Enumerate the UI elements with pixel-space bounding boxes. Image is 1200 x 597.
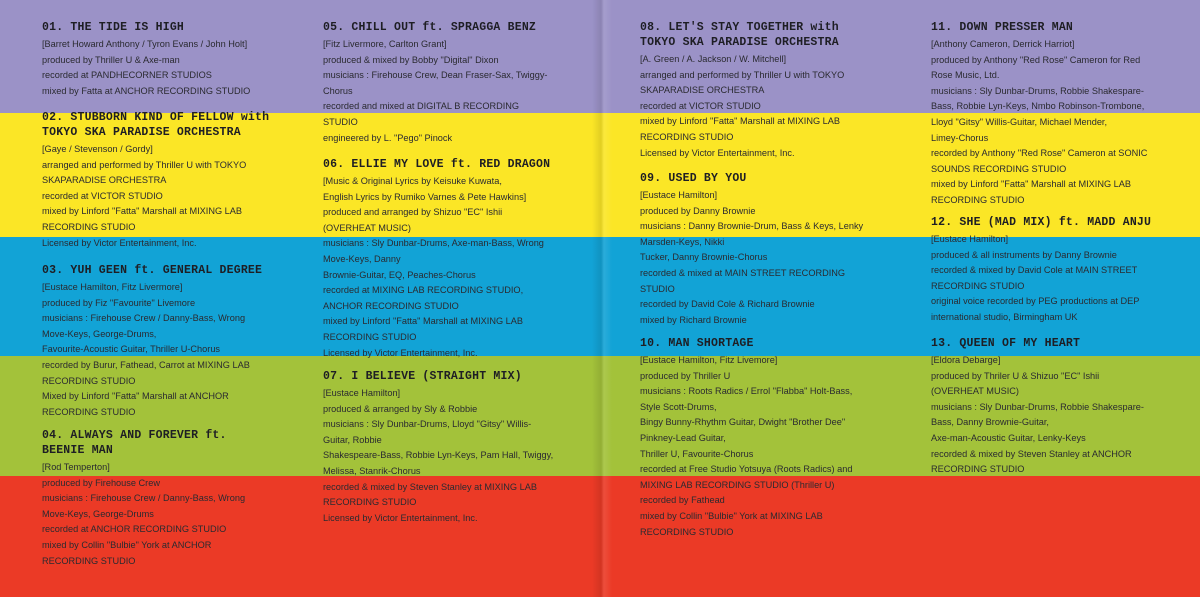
credit-line: musicians : Sly Dunbar-Drums, Axe-man-Bass, Wrong — [323, 238, 544, 249]
credit-line: (OVERHEAT MUSIC) — [931, 386, 1019, 397]
credit-line: Licensed by Victor Entertainment, Inc. — [323, 512, 478, 523]
credit-line: produced & mixed by Bobby "Digital" Dixon — [323, 54, 499, 65]
credit-line: produced and arranged by Shizuo "EC" Ishii — [323, 207, 503, 218]
track-title — [323, 157, 588, 172]
credit-line: (OVERHEAT MUSIC) — [323, 222, 411, 233]
credit-line: Bass, Danny Brownie-Guitar, — [931, 417, 1049, 428]
credit-line: SKAPARADISE ORCHESTRA — [42, 175, 167, 186]
credit-line: produced by Thriller U — [640, 370, 731, 381]
credit-line: international studio, Birmingham UK — [931, 311, 1078, 322]
track-title-line: BEENIE MAN — [42, 444, 114, 457]
credit-line: [Eustace Hamilton, Fitz Livermore] — [42, 282, 183, 292]
track-title-line: 05. CHILL OUT ft. SPRAGGA BENZ — [323, 21, 537, 34]
track-title-line: 09. USED BY YOU — [640, 172, 747, 185]
credit-line: Style Scott-Drums, — [640, 401, 717, 412]
credit-line: produced by Anthony "Red Rose" Cameron for Red — [931, 54, 1141, 65]
track-title-line: 11. DOWN PRESSER MAN — [931, 21, 1074, 34]
credit-line: Licensed by Victor Entertainment, Inc. — [42, 237, 197, 248]
credit-line: recorded at Free Studio Yotsuya (Roots Radics) and — [640, 464, 853, 475]
credit-line: RECORDING STUDIO — [42, 221, 136, 232]
credit-line: [Gaye / Stevenson / Gordy] — [42, 144, 153, 154]
credit-line: [Fitz Livermore, Carlton Grant] — [323, 39, 447, 49]
credit-line: mixed by Collin "Bulbie" York at ANCHOR — [42, 539, 212, 550]
credit-line: Move-Keys, Danny — [323, 253, 401, 264]
track-02 — [42, 110, 312, 251]
credit-line: ANCHOR RECORDING STUDIO — [323, 300, 459, 311]
credit-line: mixed by Linford "Fatta" Marshall at MIXING LAB — [42, 206, 243, 217]
credit-line: Thriller U, Favourite-Chorus — [640, 448, 754, 459]
track-title-line: 04. ALWAYS AND FOREVER ft. — [42, 429, 227, 442]
credit-line: RECORDING STUDIO — [323, 497, 417, 508]
credit-line: SOUNDS RECORDING STUDIO — [931, 163, 1067, 174]
credit-line: recorded by Anthony "Red Rose" Cameron at SONIC — [931, 148, 1148, 159]
credit-line: Pinkney-Lead Guitar, — [640, 432, 726, 443]
credit-line: mixed by Richard Brownie — [640, 314, 747, 325]
credit-line: RECORDING STUDIO — [931, 280, 1025, 291]
credit-line: musicians : Sly Dunbar-Drums, Lloyd "Gitsy" Willis- — [323, 419, 532, 430]
credit-line: [Eustace Hamilton] — [323, 388, 401, 398]
credit-line: Bass, Robbie Lyn-Keys, Nmbo Robinson-Trombone, — [931, 101, 1145, 112]
track-title — [931, 215, 1193, 230]
track-title-line: 10. MAN SHORTAGE — [640, 337, 754, 350]
credit-line: [Eustace Hamilton] — [640, 190, 718, 200]
credit-line: Limey-Chorus — [931, 132, 989, 143]
track-title-line: 01. THE TIDE IS HIGH — [42, 21, 185, 34]
credit-line: Marsden-Keys, Nikki — [640, 236, 725, 247]
credit-line: Melissa, Stanrik-Chorus — [323, 465, 421, 476]
credit-line: recorded and mixed at DIGITAL B RECORDING — [323, 101, 520, 112]
credit-line: [Eustace Hamilton] — [931, 234, 1009, 244]
credit-line: produced & arranged by Sly & Robbie — [323, 403, 478, 414]
track-title-line: 02. STUBBORN KIND OF FELLOW with — [42, 111, 270, 124]
credit-line: musicians : Sly Dunbar-Drums, Robbie Shakespare- — [931, 401, 1144, 412]
track-title-line: 06. ELLIE MY LOVE ft. RED DRAGON — [323, 158, 551, 171]
credit-line: [Eustace Hamilton, Fitz Livemore] — [640, 355, 778, 365]
credit-line: arranged and performed by Thriller U with TOKYO — [42, 159, 247, 170]
credit-line: musicians : Danny Brownie-Drum, Bass & Keys, Lenky — [640, 221, 864, 232]
credit-line: recorded & mixed by David Cole at MAIN STREET — [931, 265, 1138, 276]
credit-line: Move-Keys, George-Drums, — [42, 328, 157, 339]
track-09 — [640, 171, 900, 328]
credit-line: [Music & Original Lyrics by Keisuke Kuwata, — [323, 176, 502, 186]
credit-line: mixed by Linford "Fatta" Marshall at MIXING LAB — [640, 116, 841, 127]
credit-line: RECORDING STUDIO — [640, 131, 734, 142]
credit-line: recorded & mixed by Steven Stanley at MIXING LAB — [323, 481, 537, 492]
credit-line: SKAPARADISE ORCHESTRA — [640, 85, 765, 96]
credit-line: mixed by Linford "Fatta" Marshall at MIXING LAB — [931, 179, 1132, 190]
track-12 — [931, 215, 1193, 326]
credit-line: original voice recorded by PEG productions at DEP — [931, 296, 1140, 307]
credit-line: [Barret Howard Anthony / Tyron Evans / John Holt] — [42, 39, 248, 49]
credit-line: RECORDING STUDIO — [323, 331, 417, 342]
credit-line: Axe-man-Acoustic Guitar, Lenky-Keys — [931, 432, 1086, 443]
track-03 — [42, 263, 312, 420]
credit-line: Mixed by Linford "Fatta" Marshall at ANCHOR — [42, 391, 229, 402]
credit-line: engineered by L. "Pego" Pinock — [323, 132, 453, 143]
credit-line: [Eldora Debarge] — [931, 355, 1001, 365]
credit-line: Move-Keys, George-Drums — [42, 508, 154, 519]
credit-line: Brownie-Guitar, EQ, Peaches-Chorus — [323, 269, 476, 280]
credit-line: recorded by Fathead — [640, 495, 725, 506]
track-title-line: 08. LET'S STAY TOGETHER with — [640, 21, 839, 34]
track-title-line: TOKYO SKA PARADISE ORCHESTRA — [640, 36, 839, 49]
credit-line: mixed by Collin "Bulbie" York at MIXING LAB — [640, 510, 823, 521]
credit-line: STUDIO — [640, 283, 675, 294]
credit-line: recorded by Burur, Fathead, Carrot at MIXING LAB — [42, 359, 250, 370]
credit-line: Licensed by Victor Entertainment, Inc. — [323, 347, 478, 358]
credit-line: RECORDING STUDIO — [931, 464, 1025, 475]
credit-line: musicians : Firehouse Crew / Danny-Bass, Wrong — [42, 313, 246, 324]
credit-line: musicians : Firehouse Crew, Dean Fraser-Sax, Twiggy- — [323, 70, 548, 81]
credit-line: produced by Thriller U & Axe-man — [42, 54, 180, 65]
track-title-line: TOKYO SKA PARADISE ORCHESTRA — [42, 126, 241, 139]
credit-line: produced by Firehouse Crew — [42, 477, 160, 488]
credit-line: musicians : Firehouse Crew / Danny-Bass, Wrong — [42, 493, 246, 504]
credit-line: recorded & mixed at MAIN STREET RECORDING — [640, 267, 846, 278]
credit-line: produced & all instruments by Danny Brownie — [931, 249, 1117, 260]
credit-line: Bingy Bunny-Rhythm Guitar, Dwight "Brother Dee" — [640, 417, 846, 428]
credit-line: recorded by David Cole & Richard Brownie — [640, 299, 815, 310]
credit-line: RECORDING STUDIO — [42, 406, 136, 417]
credit-line: recorded at MIXING LAB RECORDING STUDIO, — [323, 285, 524, 296]
credit-line: musicians : Roots Radics / Errol "Flabba" Holt-Bass, — [640, 386, 853, 397]
credit-line: [Anthony Cameron, Derrick Harriot] — [931, 39, 1075, 49]
track-06 — [323, 157, 588, 361]
track-01 — [42, 20, 312, 99]
credit-line: Shakespeare-Bass, Robbie Lyn-Keys, Pam Hall, Twiggy, — [323, 450, 554, 461]
credit-line: recorded at PANDHECORNER STUDIOS — [42, 70, 212, 81]
credit-line: English Lyrics by Rumiko Varnes & Pete Hawkins] — [323, 191, 527, 202]
track-title — [323, 20, 588, 35]
credit-line: produced by Fiz "Favourite" Livemore — [42, 297, 196, 308]
credit-line: [A. Green / A. Jackson / W. Mitchell] — [640, 54, 787, 64]
credit-line: musicians : Sly Dunbar-Drums, Robbie Shakespare- — [931, 85, 1144, 96]
track-title-line: 12. SHE (MAD MIX) ft. MADD ANJU — [931, 216, 1152, 229]
track-title-line: 13. QUEEN OF MY HEART — [931, 337, 1081, 350]
credit-line: recorded at VICTOR STUDIO — [640, 100, 761, 111]
track-10 — [640, 336, 900, 540]
credit-line: recorded & mixed by Steven Stanley at ANCHOR — [931, 448, 1132, 459]
credit-line: recorded at ANCHOR RECORDING STUDIO — [42, 524, 227, 535]
credit-line: recorded at VICTOR STUDIO — [42, 190, 163, 201]
credit-line: RECORDING STUDIO — [931, 194, 1025, 205]
credit-line: Tucker, Danny Brownie-Chorus — [640, 252, 768, 263]
credit-line: Rose Music, Ltd. — [931, 70, 1000, 81]
track-title — [323, 369, 588, 384]
track-title — [640, 171, 900, 186]
credit-line: Lloyd "Gitsy" Willis-Guitar, Michael Mender, — [931, 116, 1108, 127]
track-title — [931, 336, 1193, 351]
track-11 — [931, 20, 1193, 209]
track-04 — [42, 428, 312, 569]
credit-line: RECORDING STUDIO — [42, 375, 136, 386]
credit-line: MIXING LAB RECORDING STUDIO (Thriller U) — [640, 479, 835, 490]
track-title-line: 03. YUH GEEN ft. GENERAL DEGREE — [42, 264, 263, 277]
track-title — [640, 20, 900, 50]
credit-line: Licensed by Victor Entertainment, Inc. — [640, 147, 795, 158]
track-title — [42, 263, 312, 278]
credit-line: Chorus — [323, 85, 353, 96]
credit-line: produced by Danny Brownie — [640, 205, 756, 216]
track-13 — [931, 336, 1193, 478]
credit-line: Favourite-Acoustic Guitar, Thriller U-Chorus — [42, 344, 221, 355]
credit-line: mixed by Linford "Fatta" Marshall at MIXING LAB — [323, 316, 524, 327]
credit-line: arranged and performed by Thriller U with TOKYO — [640, 69, 845, 80]
track-title — [42, 20, 312, 35]
track-title — [42, 110, 312, 140]
credit-line: [Rod Temperton] — [42, 462, 110, 472]
track-title — [42, 428, 312, 458]
track-08 — [640, 20, 900, 161]
credit-line: Guitar, Robbie — [323, 434, 382, 445]
credit-line: produced by Thriler U & Shizuo "EC" Ishii — [931, 370, 1100, 381]
booklet-fold — [592, 0, 612, 597]
credit-line: mixed by Fatta at ANCHOR RECORDING STUDIO — [42, 85, 251, 96]
credit-line: STUDIO — [323, 116, 358, 127]
credit-line: RECORDING STUDIO — [640, 526, 734, 537]
track-title — [931, 20, 1193, 35]
track-title — [640, 336, 900, 351]
track-07 — [323, 369, 588, 526]
credit-line: RECORDING STUDIO — [42, 555, 136, 566]
track-05 — [323, 20, 588, 146]
track-title-line: 07. I BELIEVE (STRAIGHT MIX) — [323, 370, 522, 383]
